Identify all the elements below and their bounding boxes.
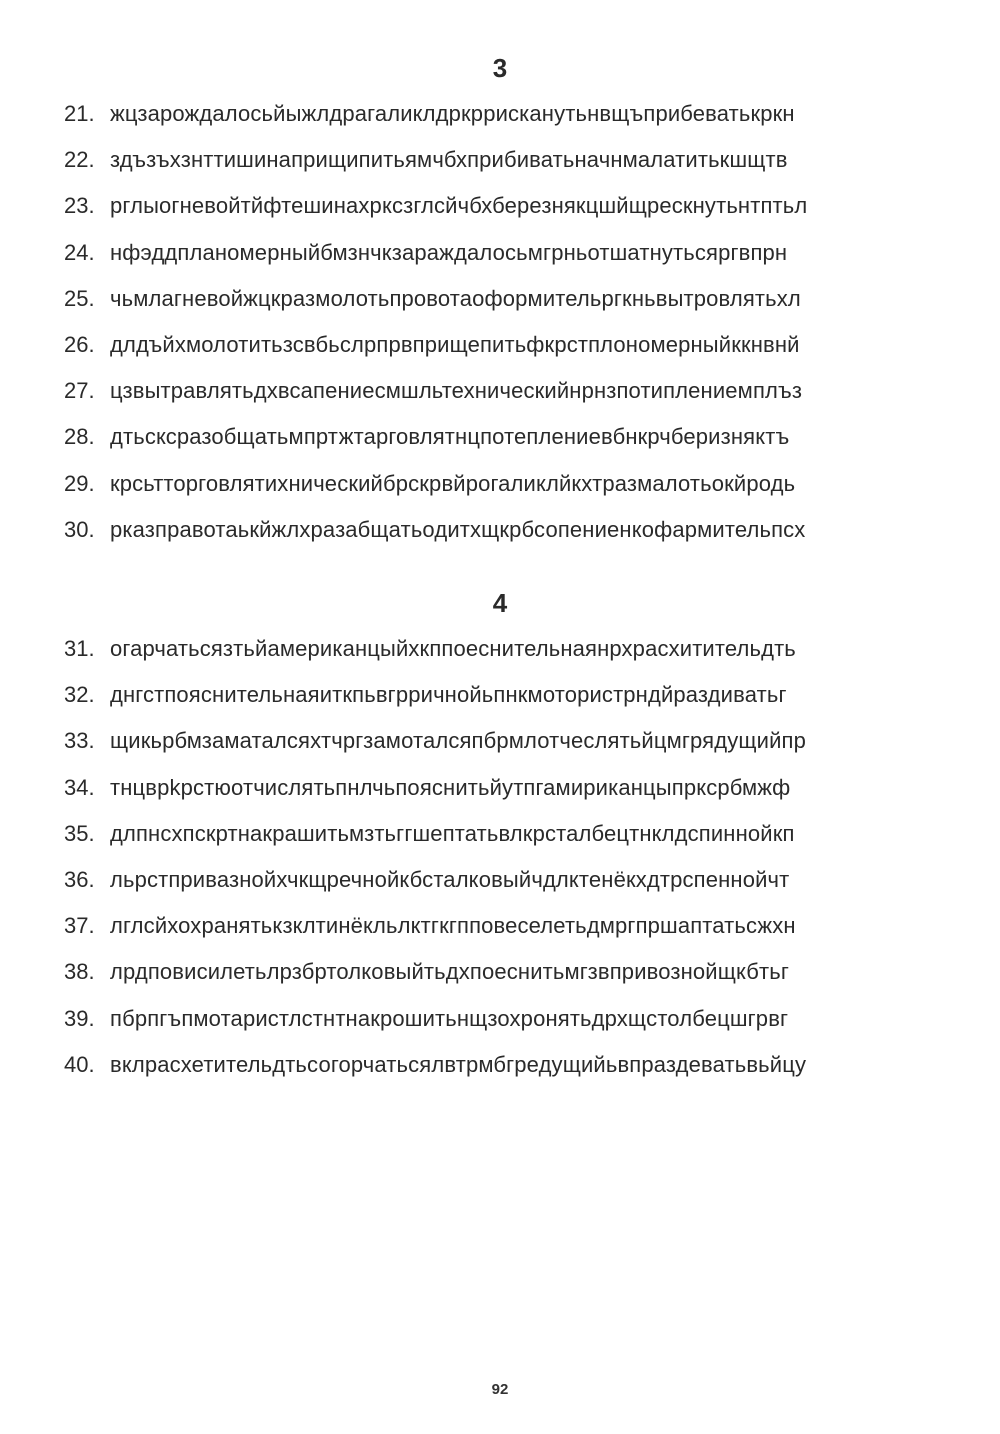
text-line-31 <box>64 626 954 672</box>
line-number: 26. <box>64 331 95 357</box>
line-number: 28. <box>64 424 95 450</box>
line-number: 22. <box>64 147 95 173</box>
line-number: 38. <box>64 959 95 985</box>
line-number: 25. <box>64 285 95 311</box>
line-number: 33. <box>64 728 95 754</box>
line-text: чьмлагневойжцкразмолотьпровотаоформительргкньвытровлятьхл <box>110 285 801 311</box>
text-line-33 <box>64 718 954 764</box>
line-text: вклрасхетительдтьсогорчатьсялвтрмбгредущийьвпраздеватьвьйцу <box>110 1051 807 1077</box>
line-number: 27. <box>64 378 95 404</box>
text-line-24 <box>64 230 954 276</box>
line-text: пбрпгъпмотаристлстнтнакрошитьнщзохронятьдрхщстолбецшгрвг <box>110 1005 789 1031</box>
text-line-40 <box>64 1042 954 1088</box>
line-number: 35. <box>64 820 95 846</box>
line-text: лглсйхохранятькзклтинёкльлктгкгпповеселетьдмргпршаптатьсжхн <box>110 913 796 939</box>
line-number: 39. <box>64 1005 95 1031</box>
section-heading-3: 3 <box>492 53 508 83</box>
text-line-34 <box>64 765 954 811</box>
text-line-38 <box>64 949 954 995</box>
text-line-35 <box>64 811 954 857</box>
line-number: 21. <box>64 101 95 126</box>
line-number: 40. <box>64 1051 95 1077</box>
text-line-23 <box>64 183 954 229</box>
section-heading-4: 4 <box>492 588 508 618</box>
line-number: 23. <box>64 193 95 219</box>
line-text: льрстпривазнойхчкщречнойкбсталковыйчдлктенёкхдтрспеннойчт <box>110 866 790 892</box>
line-text: лрдповисилетьлрзбртолковыйтьдхпоеснитьмгзвпривознойщкбтьг <box>110 959 789 985</box>
line-number: 30. <box>64 516 95 542</box>
line-text: здъзъхзнттишинаприщипитьямчбхприбиватьначнмалатитькшщтв <box>110 147 788 173</box>
text-line-30 <box>64 507 954 553</box>
line-text: щикьрбмзаматалсяхтчргзамоталсяпбрмлотчеслятьйцмгрядущийпр <box>110 728 806 754</box>
text-line-25 <box>64 276 954 322</box>
line-text: рказправотаькйжлхразабщатьодитхщкрбсопениенкофармительпсх <box>110 516 806 542</box>
page-number: 92 <box>491 1381 509 1398</box>
line-number: 34. <box>64 774 95 800</box>
text-line-28 <box>64 414 954 460</box>
line-text: длпнсхпскртнакрашитьмзтьггшептатьвлкрсталбецтнклдспиннойкп <box>110 820 795 846</box>
line-number: 29. <box>64 470 95 496</box>
line-number: 32. <box>64 682 95 708</box>
text-line-26 <box>64 322 954 368</box>
text-line-37 <box>64 903 954 949</box>
line-number: 37. <box>64 913 95 939</box>
line-text: тнцврkрстюотчислятьпнлчьпояснитьйутпгамириканцыпрксрбмжф <box>110 774 791 800</box>
line-text: длдъйхмолотитьзсвбьслрпрвприщепитьфкрстплономерныйккнвнй <box>110 331 800 357</box>
text-line-36 <box>64 857 954 903</box>
line-number: 24. <box>64 239 95 265</box>
text-line-21 <box>64 91 954 137</box>
line-text: огарчатьсязтьйамериканцыйхкппоеснительнаянрхрасхитительдть <box>110 636 796 661</box>
line-text: цзвытравлятьдхвсапениесмшльтехническийнрнзпотиплениемплъз <box>110 378 803 404</box>
text-line-29 <box>64 461 954 507</box>
text-line-27 <box>64 368 954 414</box>
line-number: 31. <box>64 636 95 661</box>
line-text: рглыогневойтйфтешинахрксзглсйчбхберезнякцшйщрескнутьнтптьл <box>110 193 808 219</box>
line-text: днгстпояснительнаяиткпьвгрричнойьпнкмотористрндйраздиватьг <box>110 682 787 708</box>
text-line-32 <box>64 672 954 718</box>
section-4-lines <box>64 626 954 1088</box>
line-text: дтьскcразобщатьмпртжтарговлятнцпотеплениевбнкрчберизняктъ <box>110 424 790 450</box>
section-3-lines <box>64 91 954 553</box>
text-line-22 <box>64 137 954 183</box>
line-text: жцзарождалосьйыжлдрагаликлдркррисканутьнвщъприбеватькркн <box>110 101 795 126</box>
line-text: крсьтторговлятихническийбрскрвйрогаликлйкхтразмалотьокйродь <box>110 470 796 496</box>
line-text: нфэддпланомерныйбмзнчкзараждалосьмгрньотшатнутьсяргвпрн <box>110 239 788 265</box>
text-line-39 <box>64 996 954 1042</box>
line-number: 36. <box>64 866 95 892</box>
